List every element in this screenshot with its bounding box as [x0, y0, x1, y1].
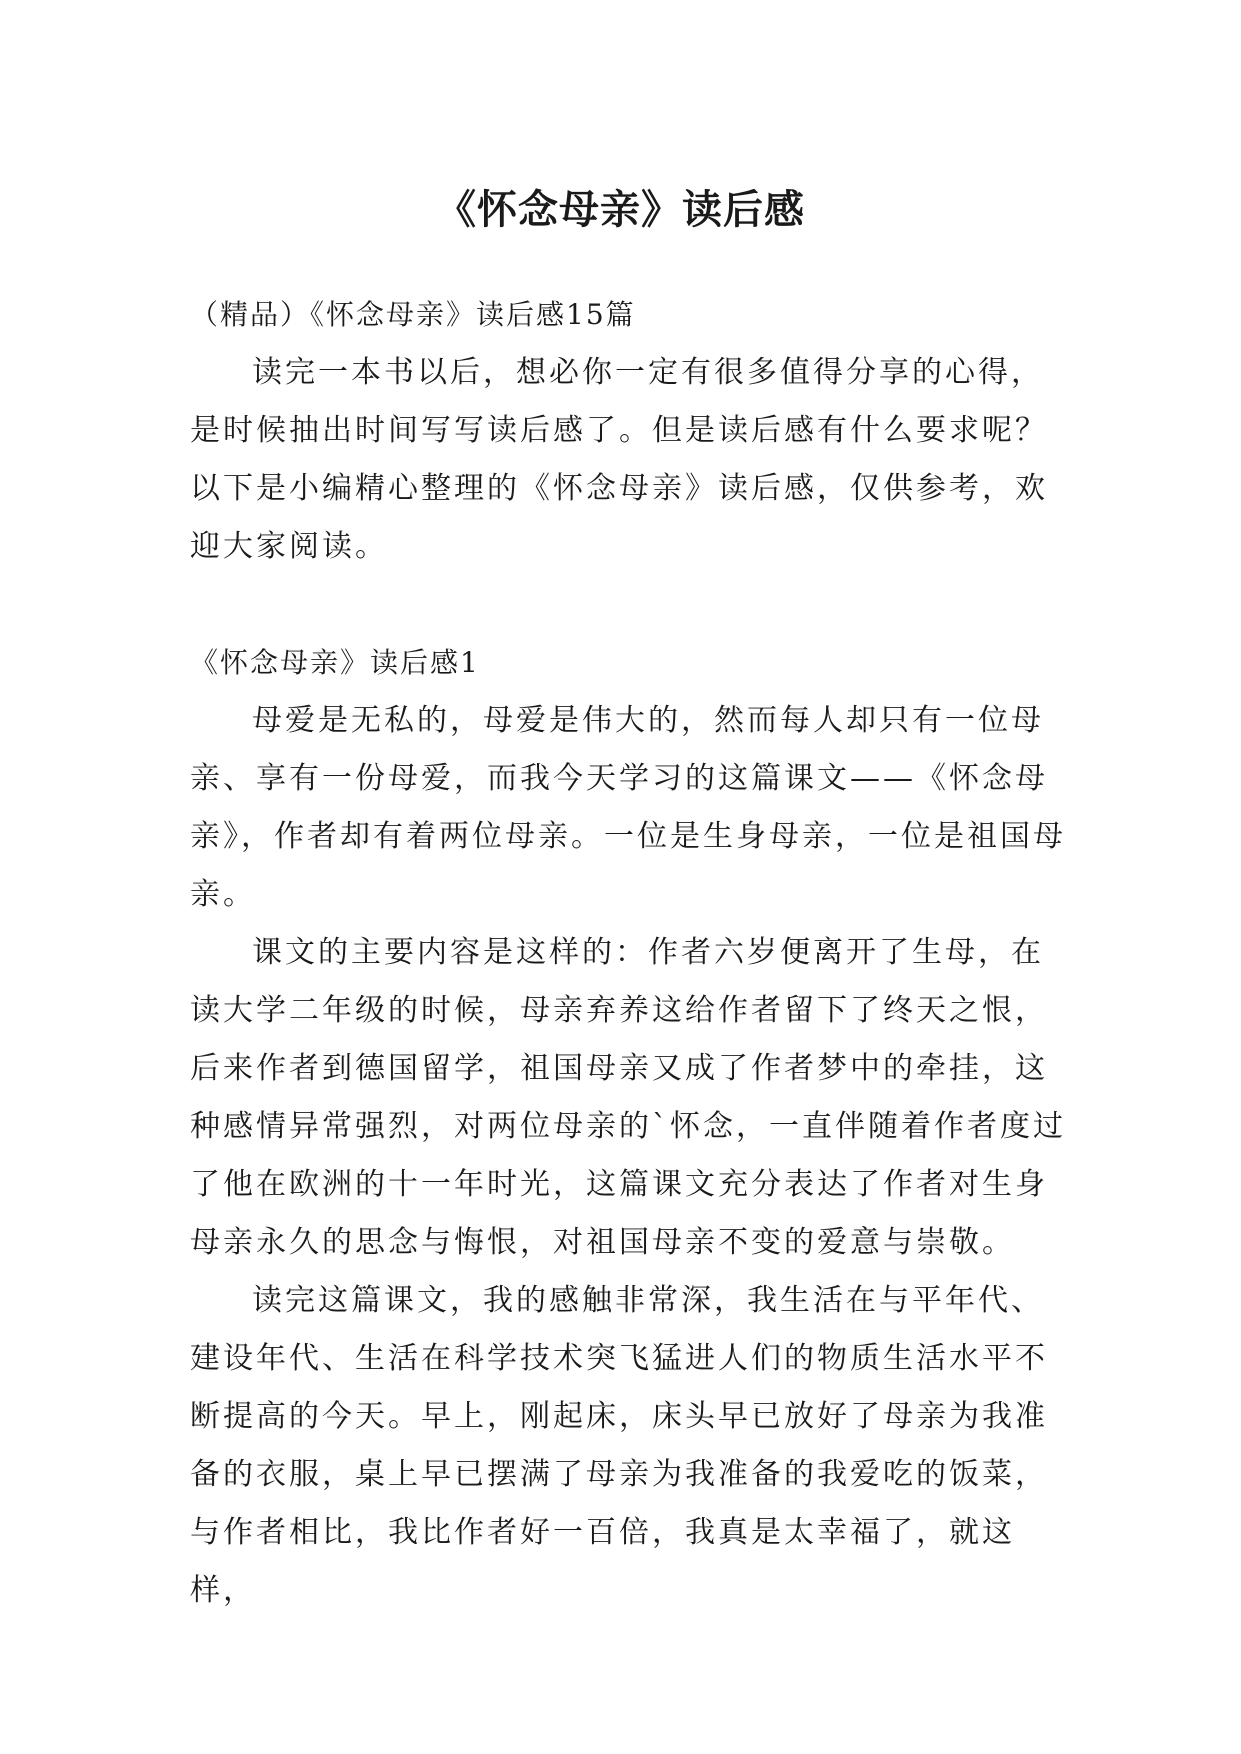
- collection-heading: （精品）《怀念母亲》读后感15篇: [190, 298, 636, 331]
- body-paragraph: 母爱是无私的，母爱是伟大的，然而每人却只有一位母亲、享有一份母爱，而我今天学习的这篇课文——《怀念母亲》，作者却有着两位母亲。一位是生身母亲，一位是祖国母亲。: [190, 703, 1066, 912]
- section-heading: 《怀念母亲》读后感1: [190, 646, 480, 679]
- document-body: [190, 286, 1070, 1620]
- intro-paragraph: 读完一本书以后，想必你一定有很多值得分享的心得，是时候抽出时间写写读后感了。但是读后感有什么要求呢？以下是小编精心整理的《怀念母亲》读后感，仅供参考，欢迎大家阅读。: [190, 355, 1048, 564]
- body-paragraph: 读完这篇课文，我的感触非常深，我生活在与平年代、建设年代、生活在科学技术突飞猛进人们的物质生活水平不断提高的今天。早上，刚起床，床头早已放好了母亲为我准备的衣服，桌上早已摆满了母亲为我准备的我爱吃的饭菜，与作者相比，我比作者好一百倍，我真是太幸福了，就这样，: [190, 1283, 1048, 1608]
- section-spacer: [190, 576, 1070, 634]
- document-title: 《怀念母亲》读后感: [436, 186, 805, 233]
- body-paragraph: 课文的主要内容是这样的：作者六岁便离开了生母，在读大学二年级的时候，母亲弃养这给作者留下了终天之恨，后来作者到德国留学，祖国母亲又成了作者梦中的牵挂，这种感情异常强烈，对两位母亲的`怀念，一直伴随着作者度过了他在欧洲的十一年时光，这篇课文充分表达了作者对生身母亲永久的思念与悔恨，对祖国母亲不变的爱意与崇敬。: [190, 935, 1066, 1260]
